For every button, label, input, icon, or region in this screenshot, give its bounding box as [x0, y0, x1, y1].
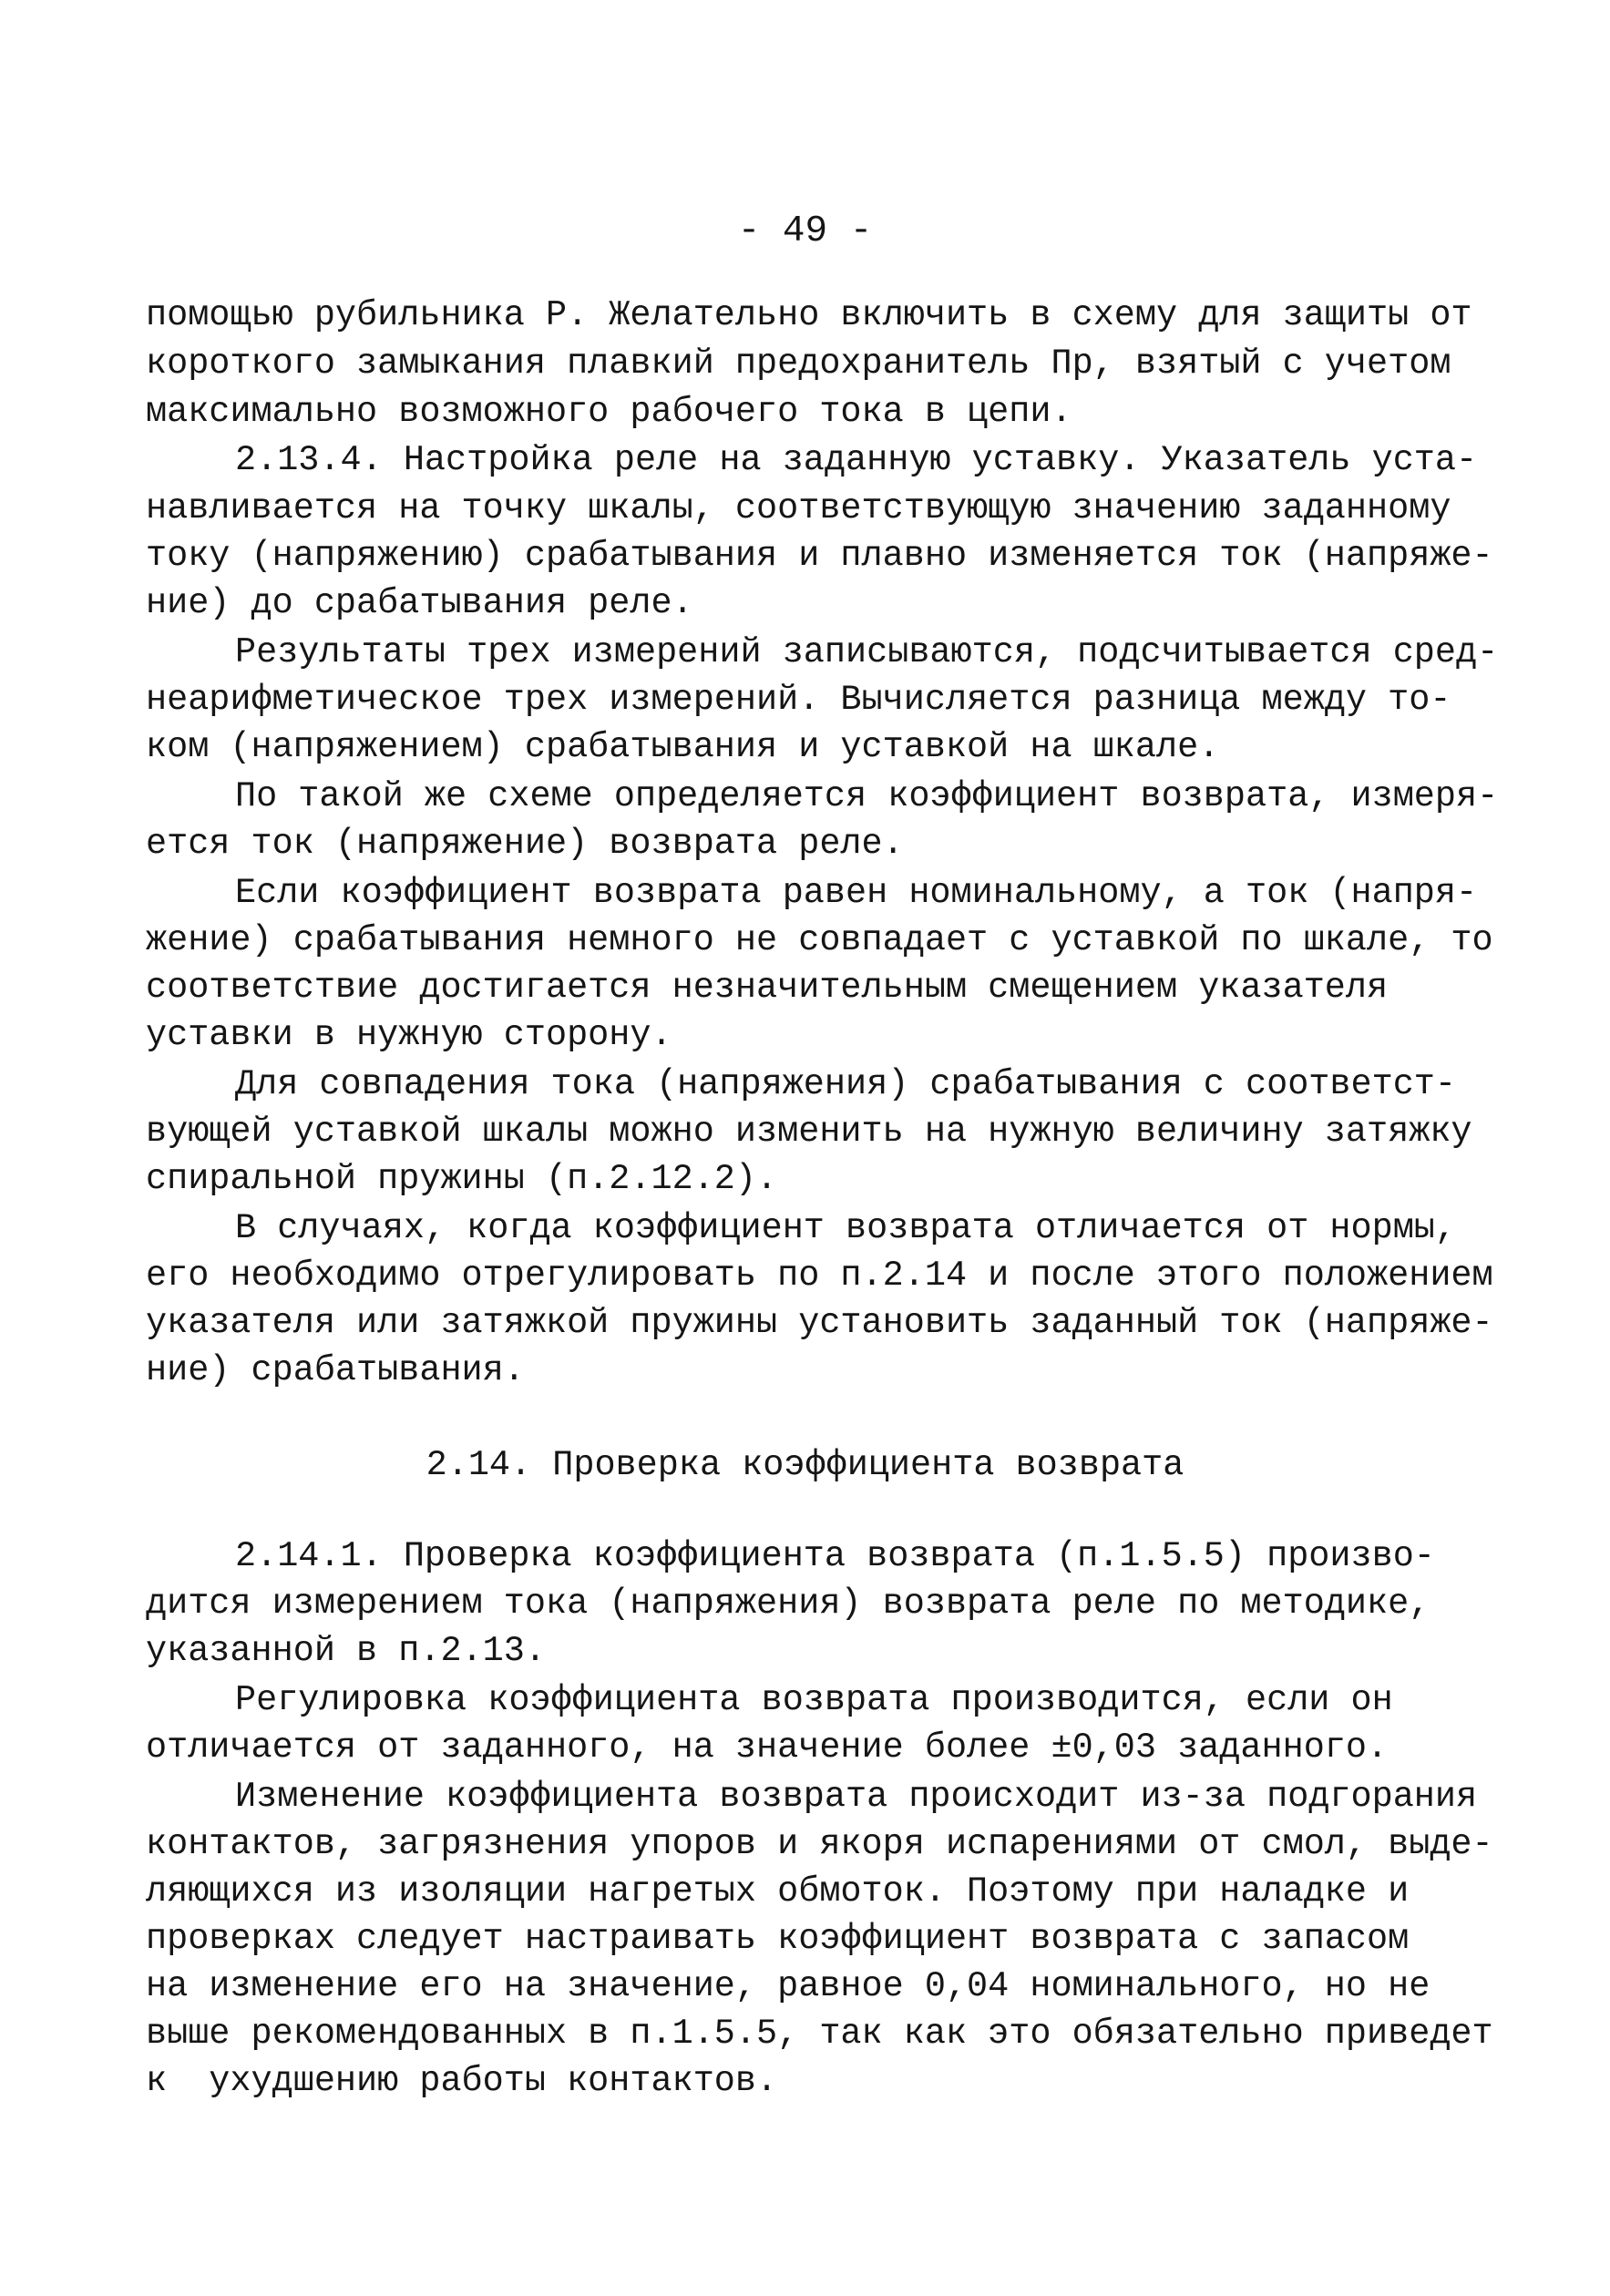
text-line: помощью рубильника Р. Желательно включить в схему для защиты от	[146, 295, 1472, 335]
text-line: навливается на точку шкалы, соответствующую значению заданному	[146, 488, 1451, 528]
text-line: короткого замыкания плавкий предохранитель Пр, взятый с учетом	[146, 343, 1451, 384]
text-line: на изменение его на значение, равное 0,04 номинального, но не	[146, 1966, 1431, 2006]
text-line: ние) срабатывания.	[146, 1350, 525, 1390]
section-heading: 2.14. Проверка коэффициента возврата	[426, 1445, 1184, 1485]
text-line: отличается от заданного, на значение более ±0,03 заданного.	[146, 1727, 1389, 1768]
text-line: 2.13.4. Настройка реле на заданную уставку. Указатель уста-	[235, 440, 1478, 480]
text-line: указанной в п.2.13.	[146, 1631, 546, 1671]
text-line: к ухудшению работы контактов.	[146, 2061, 778, 2101]
text-line: Если коэффициент возврата равен номинальному, а ток (напря-	[235, 873, 1478, 913]
text-line: ляющихся из изоляции нагретых обмоток. Поэтому при наладке и	[146, 1871, 1410, 1912]
text-line: ние) до срабатывания реле.	[146, 583, 693, 623]
text-line: спиральной пружины (п.2.12.2).	[146, 1159, 778, 1199]
text-line: его необходимо отрегулировать по п.2.14 и после этого положением	[146, 1256, 1493, 1296]
text-line: ется ток (напряжение) возврата реле.	[146, 824, 904, 864]
text-line: ком (напряжением) срабатывания и уставкой на шкале.	[146, 727, 1220, 767]
text-line: дится измерением тока (напряжения) возврата реле по методике,	[146, 1584, 1431, 1624]
text-line: току (напряжению) срабатывания и плавно изменяется ток (напряже-	[146, 536, 1493, 576]
text-line: жение) срабатывания немного не совпадает с уставкой по шкале, то	[146, 920, 1493, 960]
text-line: указателя или затяжкой пружины установить заданный ток (напряже-	[146, 1303, 1493, 1343]
text-line: выше рекомендованных в п.1.5.5, так как это обязательно приведет	[146, 2014, 1493, 2054]
text-line: Для совпадения тока (напряжения) срабатывания с соответст-	[235, 1064, 1457, 1104]
page-number: - 49 -	[737, 210, 873, 252]
text-line: Регулировка коэффициента возврата производится, если он	[235, 1680, 1393, 1720]
text-line: вующей уставкой шкалы можно изменить на нужную величину затяжку	[146, 1112, 1472, 1152]
text-line: уставки в нужную сторону.	[146, 1015, 672, 1055]
text-line: Изменение коэффициента возврата происходит из-за подгорания	[235, 1777, 1478, 1817]
text-line: По такой же схеме определяется коэффициент возврата, измеря-	[235, 776, 1499, 816]
text-line: В случаях, когда коэффициент возврата отличается от нормы,	[235, 1208, 1457, 1248]
text-line: максимально возможного рабочего тока в цепи.	[146, 392, 1072, 432]
text-line: Результаты трех измерений записываются, подсчитывается сред-	[235, 632, 1499, 672]
text-line: соответствие достигается незначительным смещением указателя	[146, 968, 1389, 1008]
text-line: 2.14.1. Проверка коэффициента возврата (п.1.5.5) произво-	[235, 1536, 1435, 1576]
text-line: контактов, загрязнения упоров и якоря испарениями от смол, выде-	[146, 1824, 1493, 1864]
text-line: проверках следует настраивать коэффициент возврата с запасом	[146, 1919, 1410, 1959]
text-line: неарифметическое трех измерений. Вычисляется разница между то-	[146, 680, 1451, 720]
